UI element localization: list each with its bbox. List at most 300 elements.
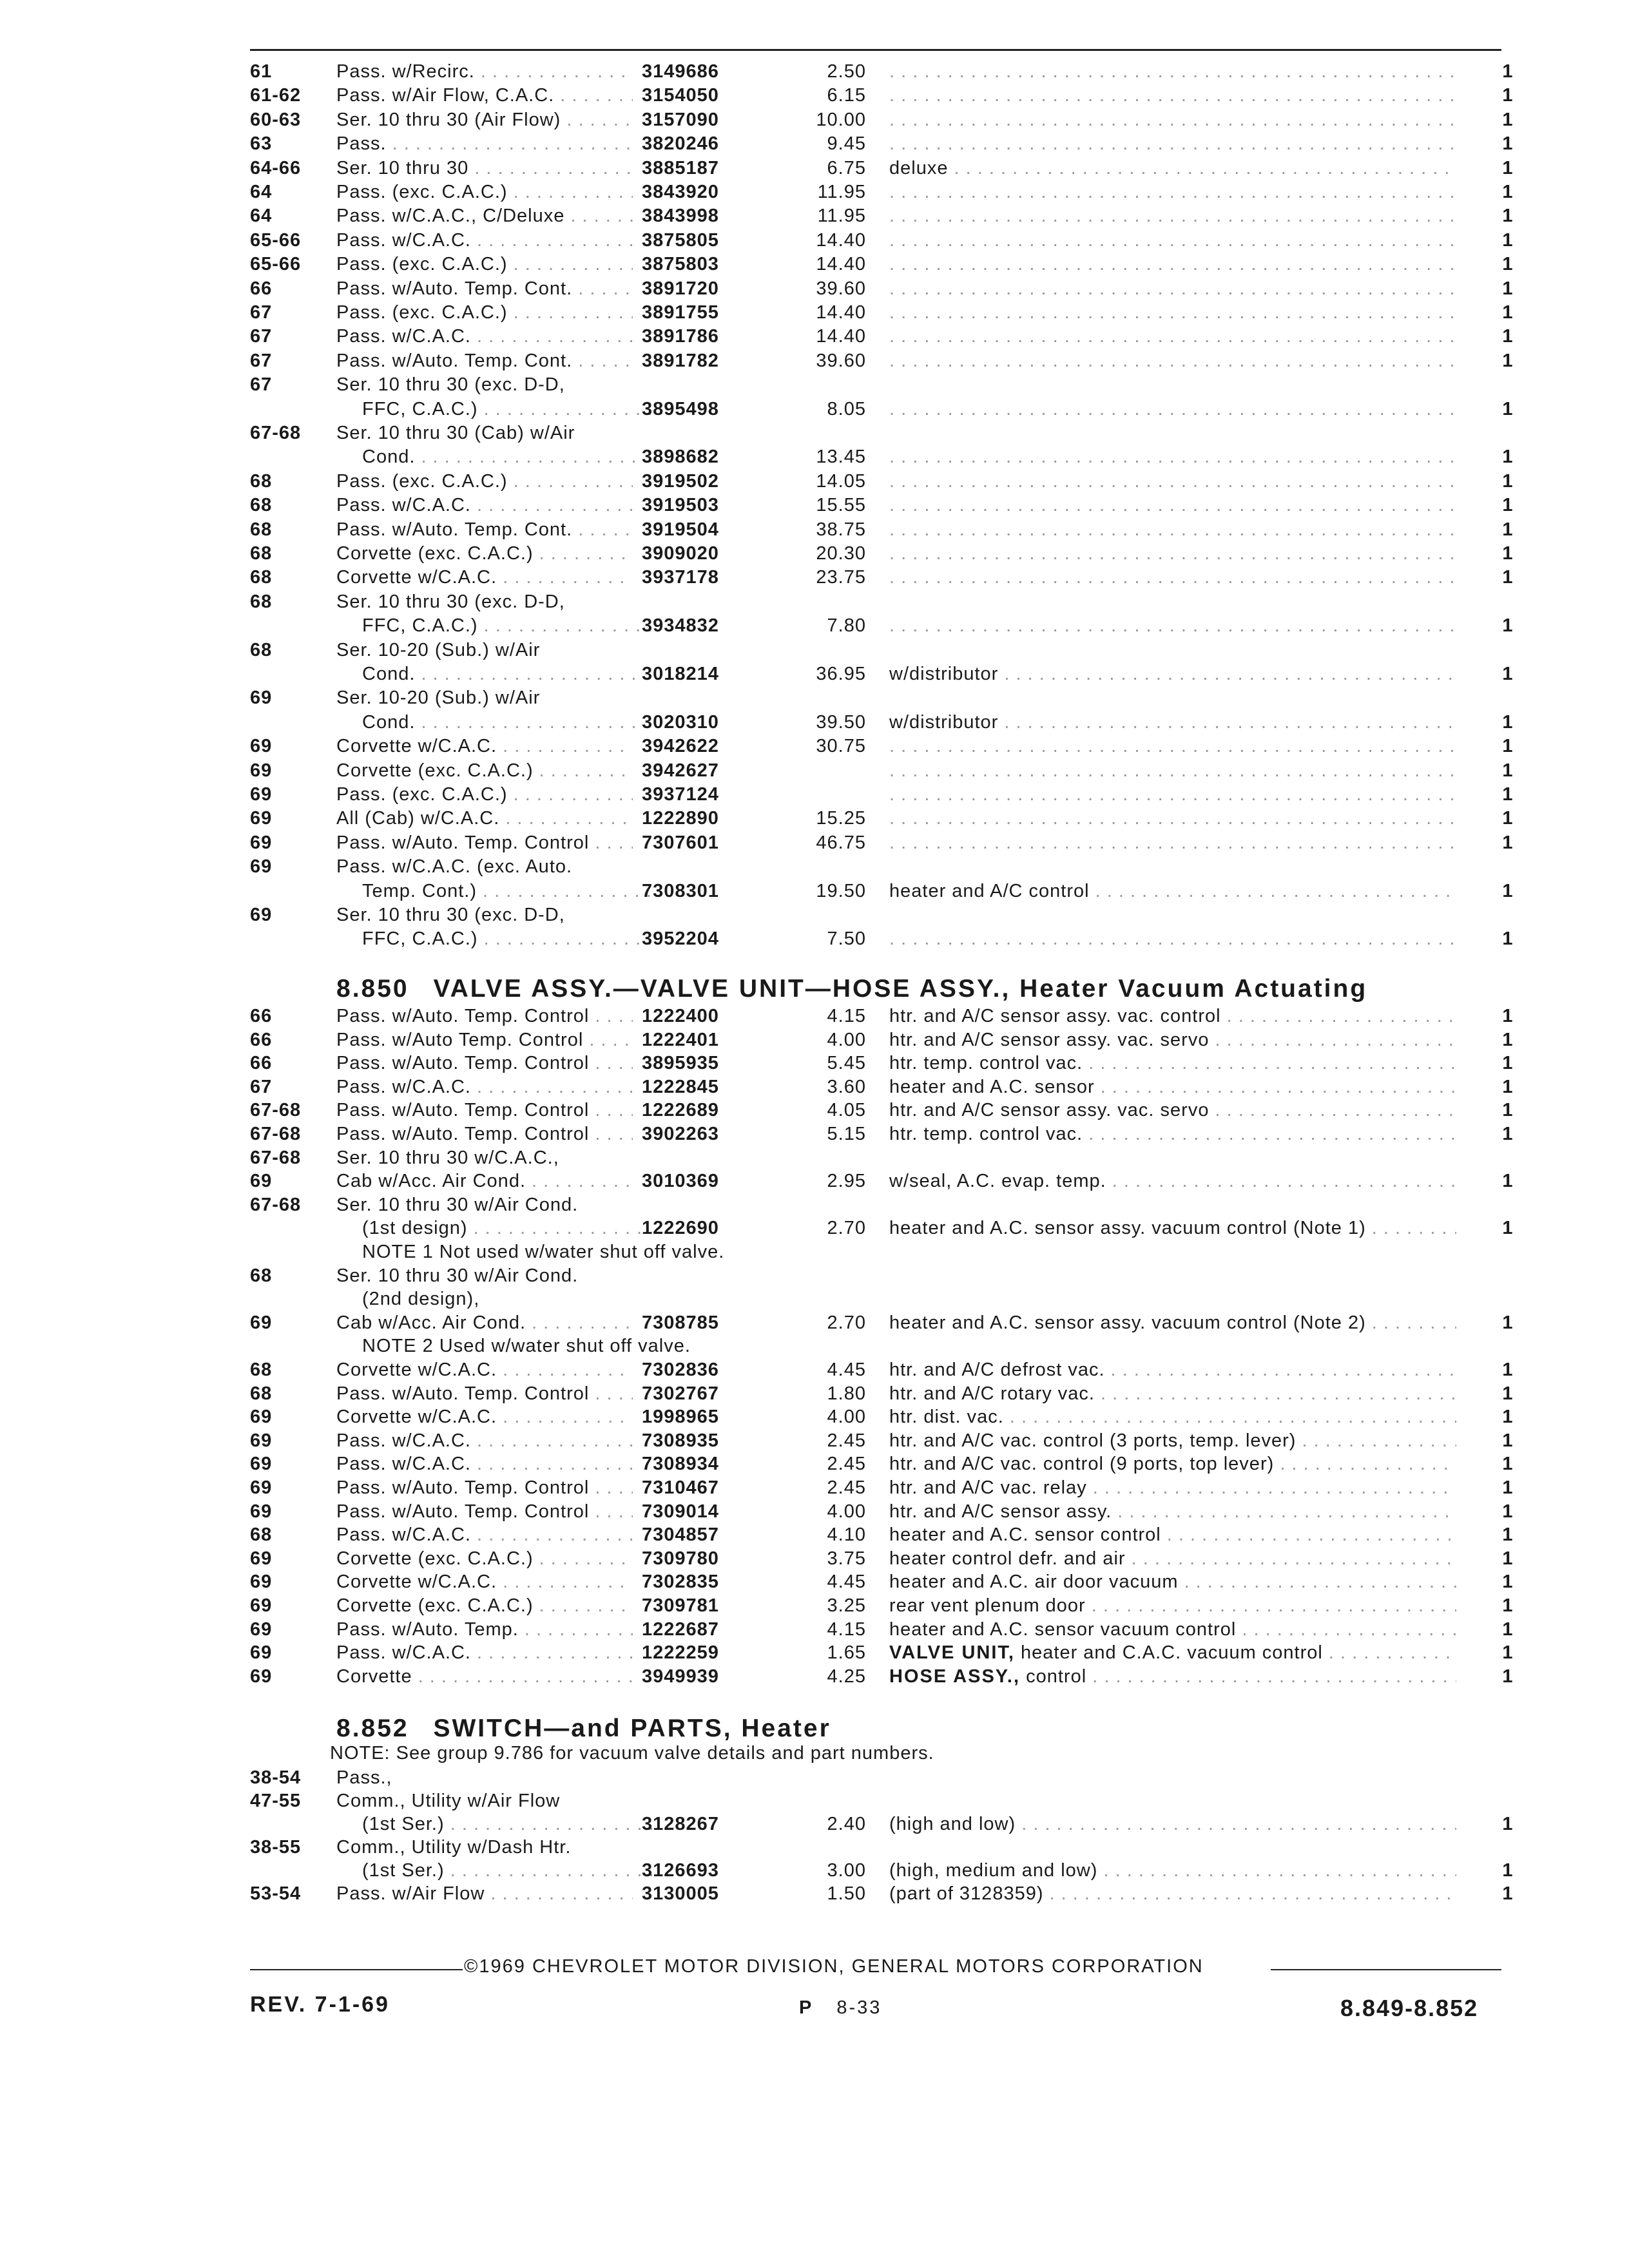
table-row (0, 1501, 1629, 1523)
part-description: (1st Ser.) . . . (336, 1860, 659, 1881)
table-row (0, 1813, 1629, 1835)
list-price: 15.55 (816, 495, 866, 516)
model-year: 53-54 (250, 1883, 302, 1904)
part-number: 1222401 (642, 1029, 719, 1050)
remark (889, 615, 1456, 637)
table-row (0, 1453, 1629, 1475)
table-row (0, 1241, 1629, 1263)
part-description: Pass., (336, 1767, 392, 1788)
list-price: 20.30 (816, 543, 866, 564)
quantity: 1 (1502, 254, 1514, 275)
quantity: 1 (1502, 760, 1514, 781)
part-number: 3154050 (642, 85, 719, 106)
footer-rule-right (1271, 1969, 1501, 1970)
part-description: FFC, C.A.C.) . . . (336, 398, 659, 420)
list-price: 2.40 (827, 1814, 866, 1834)
list-price: 4.25 (827, 1666, 866, 1687)
part-description: Pass. (exc. C.A.C.) . . . (336, 302, 633, 323)
part-number: 3895935 (642, 1053, 719, 1074)
model-year: 69 (250, 832, 273, 853)
section-title: VALVE ASSY.—VALVE UNIT—HOSE ASSY., Heater Vacuum Actuating (433, 975, 1368, 1003)
part-description: Corvette (exc. C.A.C.) . . . (336, 1595, 633, 1617)
remark (889, 470, 1456, 492)
quantity: 1 (1502, 326, 1514, 347)
table-row (0, 157, 1629, 179)
model-year: 68 (250, 1265, 273, 1286)
quantity: 1 (1502, 470, 1514, 492)
part-number: 3891755 (642, 302, 719, 323)
quantity: 1 (1502, 1383, 1514, 1404)
table-row (0, 591, 1629, 613)
remark-text: htr. and A/C vac. control (3 ports, temp. lever) (889, 1430, 1296, 1451)
part-description: Ser. 10 thru 30 w/C.A.C., (336, 1147, 559, 1168)
quantity: 1 (1502, 1100, 1514, 1121)
remark-text: deluxe (889, 157, 949, 178)
list-price: 2.70 (827, 1312, 866, 1333)
quantity: 1 (1502, 182, 1514, 202)
table-row (0, 832, 1629, 854)
table-row (0, 639, 1629, 661)
table-row (0, 1790, 1629, 1812)
part-description: Corvette (exc. C.A.C.) . . . (336, 543, 633, 564)
part-description: Ser. 10 thru 30 (exc. D-D, (336, 591, 565, 612)
table-row (0, 470, 1629, 492)
remark (889, 1383, 1456, 1405)
table-row (0, 807, 1629, 829)
part-number: 3942622 (642, 736, 719, 757)
remark (889, 133, 1456, 155)
remark-text: heater and C.A.C. vacuum control (1021, 1642, 1323, 1664)
remark (889, 1477, 1456, 1499)
quantity: 1 (1502, 1454, 1514, 1475)
model-year: 69 (250, 1571, 273, 1593)
table-row (0, 1194, 1629, 1216)
remark (889, 1217, 1456, 1239)
remark (889, 446, 1456, 468)
model-year: 69 (250, 905, 273, 925)
model-year: 69 (250, 1477, 273, 1498)
model-year: 47-55 (250, 1791, 302, 1811)
list-price: 3.00 (827, 1860, 866, 1881)
table-row (0, 663, 1629, 685)
part-description: Corvette w/C.A.C. . . . (336, 1571, 633, 1593)
remark-text: w/distributor (889, 664, 999, 684)
part-number: 1222845 (642, 1076, 719, 1097)
remark (889, 278, 1456, 300)
model-year: 38-54 (250, 1767, 302, 1788)
part-description: Pass. . . . (336, 133, 633, 155)
remark-text: heater and A.C. sensor control (889, 1524, 1161, 1546)
remark (889, 1099, 1456, 1121)
table-row (0, 1265, 1629, 1287)
remark (889, 229, 1456, 251)
part-description: Corvette . . . (336, 1666, 633, 1687)
part-description: Pass. w/Auto. Temp. Control . . . (336, 1052, 633, 1074)
quantity: 1 (1502, 808, 1514, 829)
page-prefix: P (799, 1997, 814, 2018)
model-year: 69 (250, 1312, 273, 1333)
remark (889, 1170, 1456, 1192)
model-year: 64-66 (250, 157, 302, 178)
model-year: 69 (250, 760, 273, 781)
part-number: 3875805 (642, 229, 719, 251)
remark-text: w/seal, A.C. evap. temp. (889, 1171, 1106, 1192)
table-row (0, 325, 1629, 347)
model-year: 68 (250, 639, 273, 660)
remark (889, 711, 1456, 733)
remark-text: htr. and A/C defrost vac. (889, 1360, 1105, 1380)
remark-text: htr. and A/C sensor assy. (889, 1501, 1112, 1522)
part-description: Pass. w/C.A.C., C/Deluxe . . . (336, 205, 633, 227)
page-number: 8-33 (836, 1997, 882, 2018)
remark-text: (high and low) (889, 1814, 1016, 1834)
footer-rule-left (250, 1969, 463, 1970)
remark (889, 1029, 1456, 1051)
quantity: 1 (1502, 1124, 1514, 1144)
part-number: 3898682 (642, 447, 719, 468)
list-price: 4.00 (827, 1501, 866, 1522)
remark (889, 1666, 1456, 1687)
quantity: 1 (1502, 1477, 1514, 1498)
list-price: 4.10 (827, 1524, 866, 1546)
part-description: Comm., Utility w/Dash Htr. (336, 1837, 572, 1858)
table-row (0, 1406, 1629, 1428)
list-price: 39.60 (816, 278, 866, 299)
part-description: Pass. w/Auto. Temp. Control . . . (336, 1501, 633, 1523)
quantity: 1 (1502, 736, 1514, 757)
quantity: 1 (1502, 1860, 1514, 1881)
part-number: 7309014 (642, 1501, 719, 1522)
remark (889, 928, 1456, 950)
quantity: 1 (1502, 1218, 1514, 1239)
remark (889, 1406, 1456, 1428)
quantity: 1 (1502, 447, 1514, 468)
part-number: 7308934 (642, 1454, 719, 1475)
part-description: Ser. 10-20 (Sub.) w/Air (336, 687, 541, 709)
table-row (0, 543, 1629, 564)
remark-text: htr. temp. control vac. (889, 1053, 1083, 1074)
part-number: 3942627 (642, 760, 719, 781)
list-price: 3.75 (827, 1548, 866, 1569)
list-price: 1.50 (827, 1883, 866, 1904)
part-number: 3891786 (642, 326, 719, 347)
table-row (0, 229, 1629, 251)
list-price: 4.45 (827, 1571, 866, 1593)
remark-text: (high, medium and low) (889, 1860, 1098, 1881)
part-description: Corvette w/C.A.C. . . . (336, 1359, 633, 1381)
remark (889, 1642, 1456, 1664)
part-number: 3843998 (642, 206, 719, 227)
model-year: 61-62 (250, 85, 302, 106)
list-price: 4.05 (827, 1100, 866, 1121)
part-description: Pass. w/Air Flow . . . (336, 1883, 633, 1905)
quantity: 1 (1502, 1595, 1514, 1616)
model-year: 68 (250, 495, 273, 516)
list-price: 5.15 (827, 1124, 866, 1144)
part-description: Pass. w/C.A.C. . . . (336, 1642, 633, 1664)
remark (889, 205, 1456, 227)
table-row (0, 928, 1629, 950)
table-row (0, 1099, 1629, 1121)
part-description: Ser. 10-20 (Sub.) w/Air (336, 639, 541, 660)
remark (889, 760, 1456, 782)
model-year: 68 (250, 1383, 273, 1404)
part-description: (1st design) . . . (336, 1217, 659, 1239)
table-row (0, 84, 1629, 106)
model-year: 69 (250, 1666, 273, 1687)
part-description: Pass. w/Auto. Temp. Control . . . (336, 832, 633, 854)
model-year: 69 (250, 784, 273, 805)
table-row (0, 880, 1629, 902)
table-row (0, 205, 1629, 227)
part-description: Cond. . . . (336, 446, 659, 468)
quantity: 1 (1502, 61, 1514, 82)
model-year: 67 (250, 1076, 273, 1097)
table-row (0, 1312, 1629, 1334)
remark-text: htr. and A/C rotary vac. (889, 1383, 1095, 1404)
list-price: 4.15 (827, 1006, 866, 1026)
part-number: 3909020 (642, 543, 719, 564)
remark (889, 880, 1456, 902)
list-price: 4.15 (827, 1619, 866, 1640)
remark (889, 181, 1456, 203)
quantity: 1 (1502, 302, 1514, 323)
part-number: 3934832 (642, 615, 719, 637)
part-number: 3843920 (642, 182, 719, 202)
table-row (0, 1123, 1629, 1145)
remark (889, 109, 1456, 131)
part-number: 3149686 (642, 61, 719, 82)
remark (889, 1430, 1456, 1452)
part-number: 3157090 (642, 109, 719, 130)
remark (889, 350, 1456, 372)
remark-text: htr. and A/C sensor assy. vac. control (889, 1006, 1221, 1026)
model-year: 67 (250, 302, 273, 323)
list-price: 15.25 (816, 808, 866, 829)
table-row (0, 1524, 1629, 1546)
quantity: 1 (1502, 1571, 1514, 1593)
quantity: 1 (1502, 1407, 1514, 1428)
remark (889, 735, 1456, 757)
part-number: 3895498 (642, 398, 719, 419)
remark (889, 783, 1456, 805)
model-year: 69 (250, 1407, 273, 1428)
note-text: NOTE 1 Not used w/water shut off valve. (362, 1242, 725, 1262)
part-description: Pass. w/Auto. Temp. Control . . . (336, 1123, 633, 1145)
table-row (0, 1076, 1629, 1098)
table-row (0, 1595, 1629, 1617)
model-year: 66 (250, 1029, 273, 1050)
table-row (0, 1147, 1629, 1169)
part-description: Ser. 10 thru 30 (Air Flow) . . . (336, 109, 633, 131)
model-year: 66 (250, 1006, 273, 1026)
table-row (0, 278, 1629, 300)
list-price: 6.15 (827, 85, 866, 106)
quantity: 1 (1502, 832, 1514, 853)
table-row (0, 1767, 1629, 1789)
list-price: 1.80 (827, 1383, 866, 1404)
list-price: 4.00 (827, 1407, 866, 1428)
quantity: 1 (1502, 1814, 1514, 1834)
quantity: 1 (1502, 1548, 1514, 1569)
part-description: Pass. w/Auto Temp. Control . . . (336, 1029, 633, 1051)
table-row (0, 1052, 1629, 1074)
part-description: Ser. 10 thru 30 . . . (336, 157, 633, 179)
table-row (0, 711, 1629, 733)
model-year: 67-68 (250, 1124, 302, 1144)
remark (889, 807, 1456, 829)
quantity: 1 (1502, 1171, 1514, 1192)
part-description: Pass. w/C.A.C. . . . (336, 1076, 633, 1098)
model-year: 69 (250, 1619, 273, 1640)
model-year: 38-55 (250, 1837, 302, 1858)
remark-text: heater and A.C. sensor assy. vacuum control (Note 1) (889, 1218, 1366, 1239)
table-row (0, 1642, 1629, 1664)
part-number: 7302836 (642, 1360, 719, 1380)
part-number: 3018214 (642, 664, 719, 684)
list-price: 14.40 (816, 254, 866, 275)
remark-text: heater and A.C. sensor vacuum control (889, 1619, 1237, 1640)
table-row (0, 374, 1629, 396)
part-number: 1222689 (642, 1100, 719, 1121)
list-price: 2.95 (827, 1171, 866, 1192)
part-description: Temp. Cont.) . . . (336, 880, 659, 902)
remark (889, 1860, 1456, 1881)
part-description: Pass. (exc. C.A.C.) . . . (336, 470, 633, 492)
section-note: NOTE: See group 9.786 for vacuum valve details and part numbers. (330, 1743, 934, 1763)
part-description: Pass. w/Air Flow, C.A.C. . . . (336, 84, 633, 106)
part-description: Pass. w/C.A.C. . . . (336, 229, 633, 251)
model-year: 64 (250, 206, 273, 227)
model-year: 67 (250, 326, 273, 347)
group-range: 8.849-8.852 (1340, 1995, 1479, 2021)
list-price: 11.95 (817, 182, 866, 202)
remark-text: heater and A.C. sensor assy. vacuum control (Note 2) (889, 1312, 1366, 1333)
part-description: Ser. 10 thru 30 w/Air Cond. (336, 1194, 579, 1215)
table-row (0, 1548, 1629, 1570)
list-price: 5.45 (827, 1053, 866, 1074)
section-heading-8-852 (336, 1714, 831, 1744)
list-price: 2.45 (827, 1430, 866, 1451)
model-year: 69 (250, 1454, 273, 1475)
model-year: 63 (250, 133, 273, 155)
model-year: 69 (250, 1171, 273, 1192)
table-row (0, 519, 1629, 541)
model-year: 69 (250, 1430, 273, 1451)
note-text: NOTE 2 Used w/water shut off valve. (362, 1336, 691, 1357)
part-description: Pass. w/Auto. Temp. . . . (336, 1619, 633, 1640)
part-number: 7308301 (642, 880, 719, 901)
part-number: 3020310 (642, 711, 719, 733)
model-year: 69 (250, 1548, 273, 1569)
remark-text: htr. and A/C sensor assy. vac. servo (889, 1029, 1210, 1050)
table-row (0, 1359, 1629, 1381)
part-number: 3937178 (642, 567, 719, 588)
quantity: 1 (1502, 1360, 1514, 1380)
model-year: 66 (250, 278, 273, 299)
part-description: Pass. w/C.A.C. . . . (336, 494, 633, 516)
remark (889, 1524, 1456, 1546)
quantity: 1 (1502, 519, 1514, 540)
model-year: 69 (250, 1595, 273, 1616)
part-description: Pass. w/C.A.C. . . . (336, 325, 633, 347)
part-description: Ser. 10 thru 30 (exc. D-D, (336, 905, 565, 925)
remark-text: htr. temp. control vac. (889, 1124, 1083, 1144)
part-description: Pass. w/Auto. Temp. Control . . . (336, 1477, 633, 1499)
quantity: 1 (1502, 1312, 1514, 1333)
table-row (0, 783, 1629, 805)
list-price: 14.40 (816, 229, 866, 251)
list-price: 13.45 (816, 447, 866, 468)
quantity: 1 (1502, 1619, 1514, 1640)
model-year: 69 (250, 808, 273, 829)
list-price: 2.50 (827, 61, 866, 82)
quantity: 1 (1502, 664, 1514, 684)
model-year: 60-63 (250, 109, 302, 130)
table-row (0, 687, 1629, 709)
list-price: 3.60 (827, 1076, 866, 1097)
model-year: 69 (250, 1642, 273, 1664)
part-number: 1222890 (642, 808, 719, 829)
part-number: 7308785 (642, 1312, 719, 1333)
model-year: 69 (250, 1501, 273, 1522)
section-title: SWITCH—and PARTS, Heater (433, 1715, 831, 1742)
table-row (0, 253, 1629, 275)
remark-text: htr. dist. vac. (889, 1407, 1004, 1428)
part-number: 3919502 (642, 470, 719, 492)
part-description: Corvette (exc. C.A.C.) . . . (336, 1548, 633, 1570)
table-row (0, 1619, 1629, 1640)
part-number: 7308935 (642, 1430, 719, 1451)
list-price: 11.95 (817, 206, 866, 227)
table-row (0, 615, 1629, 637)
quantity: 1 (1502, 615, 1514, 637)
list-price: 39.50 (816, 711, 866, 733)
quantity: 1 (1502, 1666, 1514, 1687)
model-year: 65-66 (250, 229, 302, 251)
remark (889, 253, 1456, 275)
part-number: 3919504 (642, 519, 719, 540)
part-description: Pass. w/C.A.C. (exc. Auto. (336, 856, 573, 878)
table-row (0, 398, 1629, 420)
list-price: 4.00 (827, 1029, 866, 1050)
list-price: 10.00 (816, 109, 866, 130)
table-row (0, 181, 1629, 203)
remark (889, 1883, 1456, 1905)
quantity: 1 (1502, 495, 1514, 516)
table-row (0, 1383, 1629, 1405)
part-number: 3128267 (642, 1814, 719, 1834)
table-row (0, 1005, 1629, 1027)
list-price: 4.45 (827, 1360, 866, 1380)
quantity: 1 (1502, 157, 1514, 178)
table-row (0, 61, 1629, 82)
remark-text: control (1026, 1666, 1087, 1687)
table-row (0, 760, 1629, 782)
table-row (0, 566, 1629, 588)
list-price: 6.75 (827, 157, 866, 178)
quantity: 1 (1502, 1642, 1514, 1664)
model-year: 68 (250, 1524, 273, 1546)
part-description: FFC, C.A.C.) . . . (336, 928, 659, 950)
table-row (0, 1029, 1629, 1051)
part-number: 7302767 (642, 1383, 719, 1404)
table-row (0, 109, 1629, 131)
quantity: 1 (1502, 928, 1514, 950)
model-year: 69 (250, 856, 273, 878)
model-year: 68 (250, 591, 273, 612)
part-description: Cab w/Acc. Air Cond. . . . (336, 1312, 633, 1334)
